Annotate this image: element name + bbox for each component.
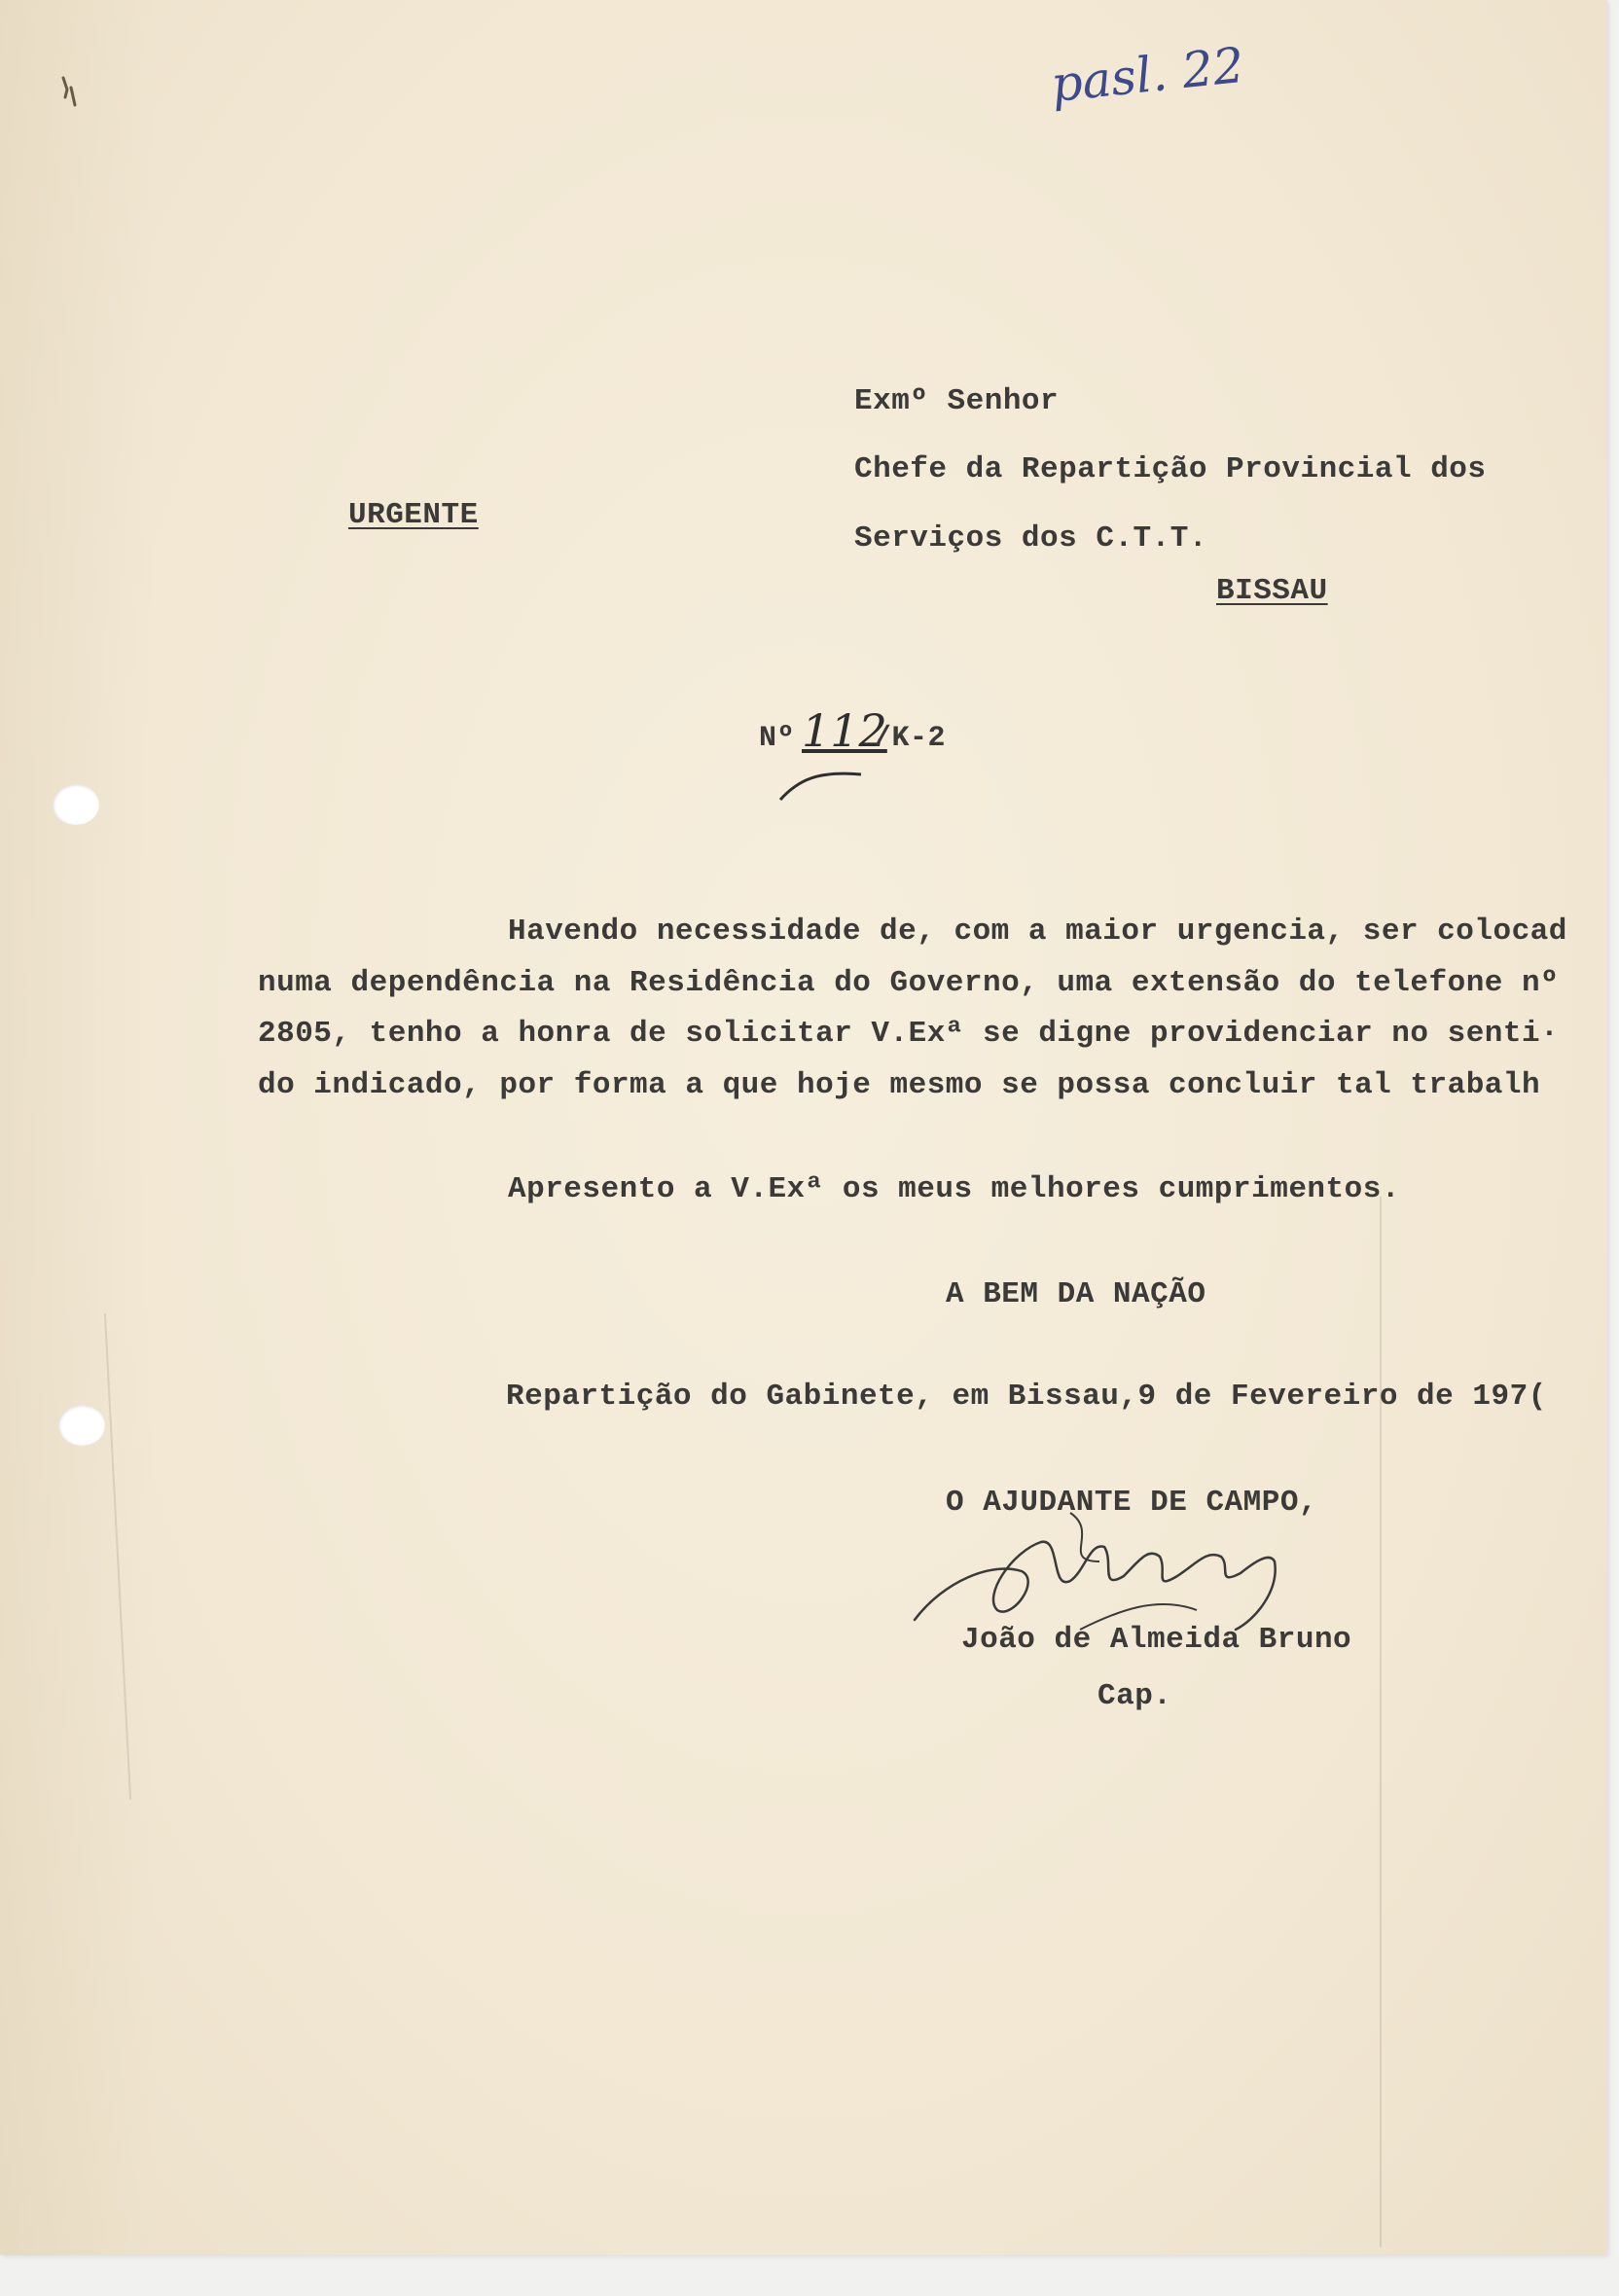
signatory-name: João de Almeida Bruno [961, 1623, 1352, 1657]
address-line-2: Serviços dos C.T.T. [854, 521, 1207, 556]
reference-suffix: /K-2 [874, 722, 947, 755]
handwritten-folio-note: pasl. 22 [1048, 36, 1247, 114]
punch-hole-top [53, 784, 99, 825]
signature-role: O AJUDANTE DE CAMPO, [946, 1486, 1318, 1520]
body-line-3: 2805, tenho a honra de solicitar V.Exª se digne providenciar no senti· [258, 1017, 1560, 1051]
place-date: Repartição do Gabinete, em Bissau,9 de Fevereiro de 197( [506, 1380, 1547, 1414]
handwritten-stroke [769, 741, 885, 809]
address-salutation: Exmº Senhor [854, 384, 1060, 418]
paper-edge-shade [0, 0, 156, 2255]
signatory-rank: Cap. [1097, 1679, 1172, 1713]
address-line-1: Chefe da Repartição Provincial dos [854, 452, 1487, 486]
punch-hole-bottom [58, 1405, 105, 1446]
motto: A BEM DA NAÇÃO [946, 1277, 1206, 1311]
address-city: BISSAU [1216, 574, 1328, 608]
reference-handwritten-number: 112 [802, 704, 887, 757]
body-line-4: do indicado, por forma a que hoje mesmo se possa concluir tal trabalh [258, 1068, 1541, 1102]
urgent-label: URGENTE [348, 498, 479, 532]
body-line-2: numa dependência na Residência do Governo, uma extensão do telefone nº [258, 966, 1560, 1000]
body-line-1: Havendo necessidade de, com a maior urgencia, ser colocad [508, 915, 1567, 949]
ink-stain-mark [54, 68, 102, 126]
closing-line: Apresento a V.Exª os meus melhores cumprimentos. [508, 1172, 1400, 1206]
reference-prefix: Nº [759, 722, 796, 755]
fold-line [1380, 1197, 1382, 2247]
